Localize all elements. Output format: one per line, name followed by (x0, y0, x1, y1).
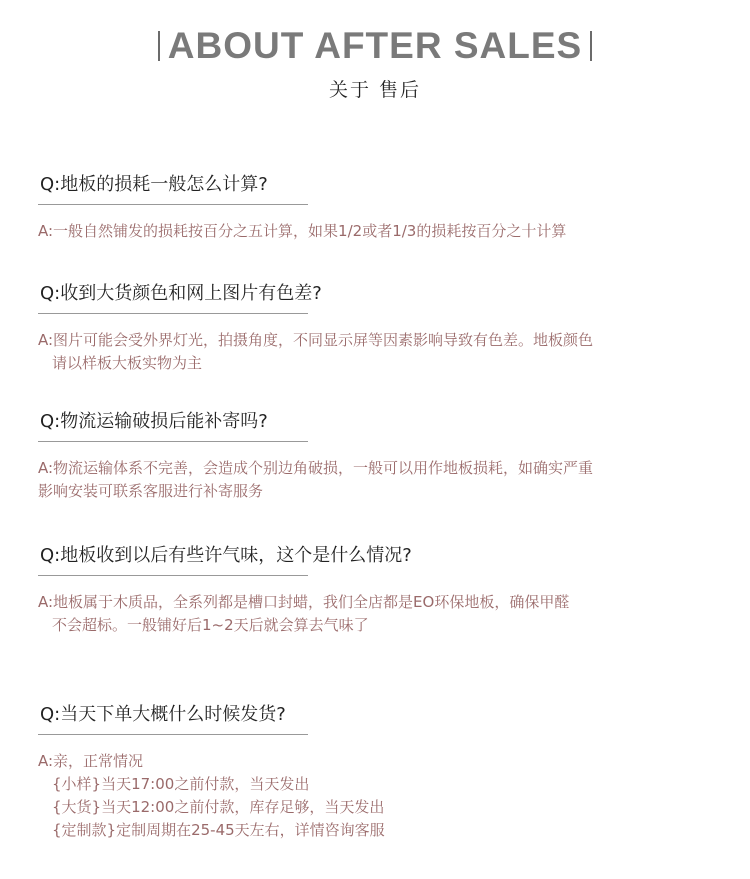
page-subtitle: 关于 售后 (328, 79, 422, 101)
qa-item-4 (38, 544, 718, 637)
question-underline (38, 734, 308, 735)
answer-line: A:一般自然铺发的损耗按百分之五计算，如果1/2或者1/3的损耗按百分之十计算 (38, 222, 567, 240)
answer-line: A:地板属于木质品，全系列都是槽口封蜡，我们全店都是EO环保地板，确保甲醛 (38, 593, 570, 611)
answer-3 (38, 457, 718, 503)
answer-line: A:物流运输体系不完善，会造成个别边角破损，一般可以用作地板损耗，如确实严重 (38, 459, 594, 477)
question-underline (38, 204, 308, 205)
page-header (0, 0, 750, 110)
qa-item-2 (38, 282, 718, 375)
answer-line: {定制款}定制周期在25-45天左右，详情咨询客服 (52, 821, 385, 839)
answer-1 (38, 220, 718, 243)
title-row (0, 26, 750, 66)
question-1: Q:地板的损耗一般怎么计算? (40, 174, 268, 195)
answer-line: A:图片可能会受外界灯光，拍摄角度，不同显示屏等因素影响导致有色差。地板颜色 (38, 331, 594, 349)
question-underline (38, 441, 308, 442)
answer-line: {小样}当天17:00之前付款，当天发出 (52, 775, 310, 793)
page-title: ABOUT AFTER SALES (167, 25, 583, 66)
question-2: Q:收到大货颜色和网上图片有色差? (40, 283, 322, 304)
qa-item-3 (38, 410, 718, 503)
question-underline (38, 575, 308, 576)
title-right-bar (590, 31, 592, 61)
qa-item-1 (38, 173, 718, 243)
answer-4 (38, 591, 718, 637)
answer-line: 请以样板大板实物为主 (52, 354, 203, 372)
answer-line: 影响安装可联系客服进行补寄服务 (38, 482, 264, 500)
answer-line: 不会超标。一般铺好后1~2天后就会算去气味了 (52, 616, 369, 634)
qa-item-5 (38, 703, 718, 842)
answer-line: {大货}当天12:00之前付款，库存足够，当天发出 (52, 798, 385, 816)
answer-2 (38, 329, 718, 375)
question-4: Q:地板收到以后有些许气味，这个是什么情况? (40, 545, 412, 566)
question-3: Q:物流运输破损后能补寄吗? (40, 411, 268, 432)
question-5: Q:当天下单大概什么时候发货? (40, 704, 286, 725)
answer-5 (38, 750, 718, 842)
answer-line: A:亲，正常情况 (38, 752, 144, 770)
question-underline (38, 313, 308, 314)
